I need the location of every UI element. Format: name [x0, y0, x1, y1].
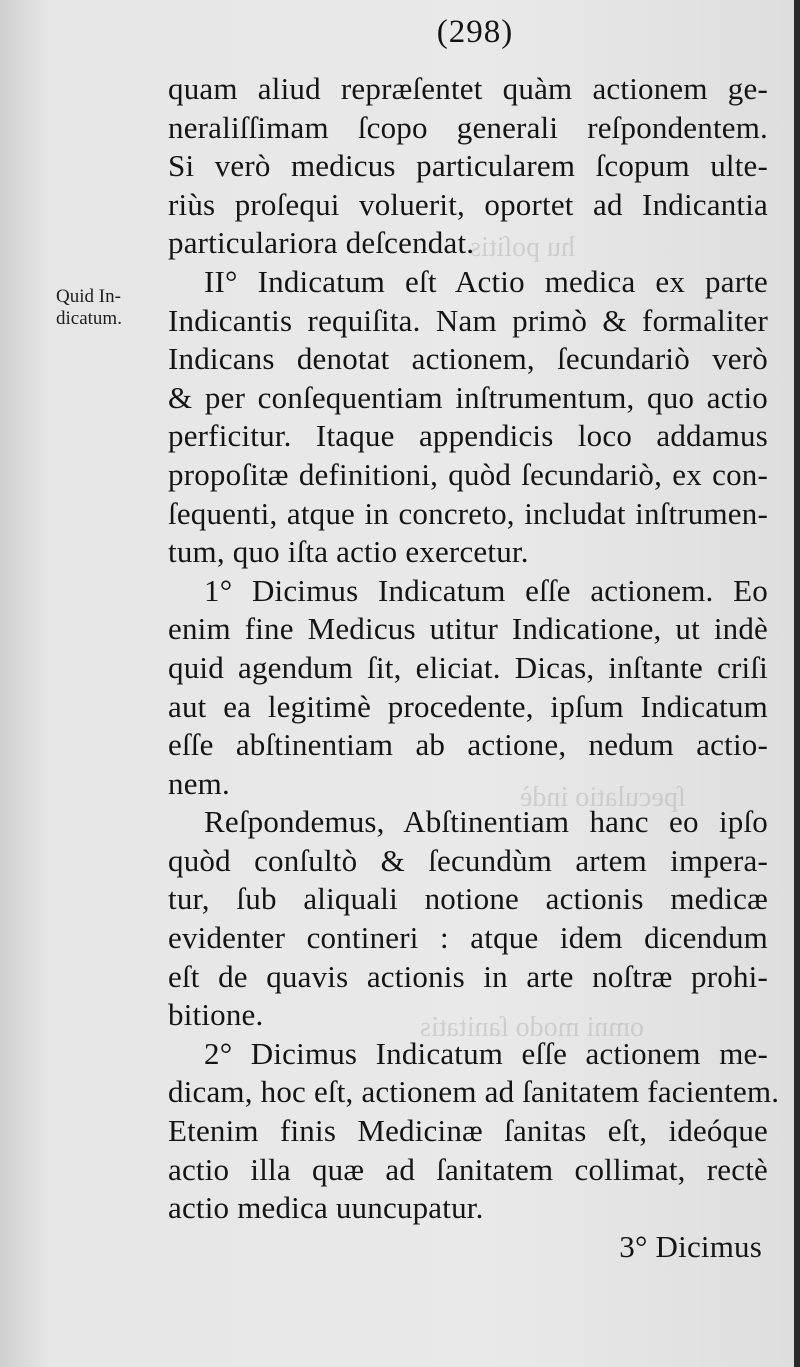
text-line: Indicans denotat actionem, ſecundariò verò — [168, 341, 768, 377]
text-line: ſequenti, atque in concreto, includat inſtrumen- — [168, 495, 768, 531]
text-line: propoſitæ definitioni, quòd ſecundariò, ex con- — [168, 456, 768, 492]
text-line: & per conſequentiam inſtrumentum, quo actio — [168, 379, 768, 415]
text-line: dicam, hoc eſt, actionem ad ſanitatem facientem. — [168, 1074, 780, 1110]
text-line: neraliſſimam ſcopo generali reſpondentem. — [168, 109, 768, 145]
text-line: tum, quo iſta actio exercetur. — [168, 534, 529, 570]
text-line: enim fine Medicus utitur Indicatione, ut indè — [168, 611, 768, 647]
text-line: 1° Dicimus Indicatum eſſe actionem. Eo — [204, 572, 768, 608]
text-line: II° Indicatum eſt Actio medica ex parte — [204, 263, 768, 299]
text-line: eſt de quavis actionis in arte noſtræ prohi- — [168, 958, 768, 994]
text-line: Etenim finis Medicinæ ſanitas eſt, ideóque — [168, 1113, 768, 1149]
text-line: quam aliud repræſentet quàm actionem ge- — [168, 71, 768, 106]
text-line: nem. — [168, 765, 230, 801]
text-line: 2° Dicimus Indicatum eſſe actionem me- — [204, 1035, 768, 1071]
text-line: Reſpondemus, Abſtinentiam hanc eo ipſo — [204, 804, 768, 840]
catchword: 3° Dicimus — [619, 1228, 762, 1264]
bleed-through-text: ſpeculatio indè — [520, 782, 686, 813]
text-line: Indicantis requiſita. Nam primò & formaliter — [168, 302, 768, 338]
margin-note-line: Quid In- — [56, 286, 121, 307]
text-line: tur, ſub aliquali notione actionis medicæ — [168, 881, 768, 917]
text-line: riùs proſequi voluerit, oportet ad Indicantia — [168, 186, 768, 222]
text-line: perficitur. Itaque appendicis loco addamus — [168, 418, 768, 454]
text-line: quid agendum ſit, eliciat. Dicas, inſtante criſi — [168, 649, 768, 685]
text-line: bitione. — [168, 997, 264, 1033]
margin-note — [56, 286, 166, 330]
bleed-through-text: hu poſitis — [470, 232, 576, 263]
text-line: quòd conſultò & ſecundùm artem impera- — [168, 842, 768, 878]
bleed-through-text: omni modo ſanitatis — [420, 1012, 644, 1043]
text-line: eſſe abſtinentiam ab actione, nedum actio- — [168, 727, 768, 763]
text-line: particulariora deſcendat. — [168, 225, 475, 261]
body-text — [168, 70, 780, 1266]
text-line: aut ea legitimè procedente, ipſum Indicatum — [168, 688, 768, 724]
text-line: actio illa quæ ad ſanitatem collimat, rectè — [168, 1151, 768, 1187]
text-line: Si verò medicus particularem ſcopum ulte- — [168, 148, 768, 184]
margin-note-line: dicatum. — [56, 308, 122, 329]
text-line: actio medica uuncupatur. — [168, 1190, 484, 1226]
page-edge-shadow — [794, 0, 800, 1367]
page-number: (298) — [436, 14, 514, 50]
text-line: evidenter contineri : atque idem dicendum — [168, 920, 768, 956]
